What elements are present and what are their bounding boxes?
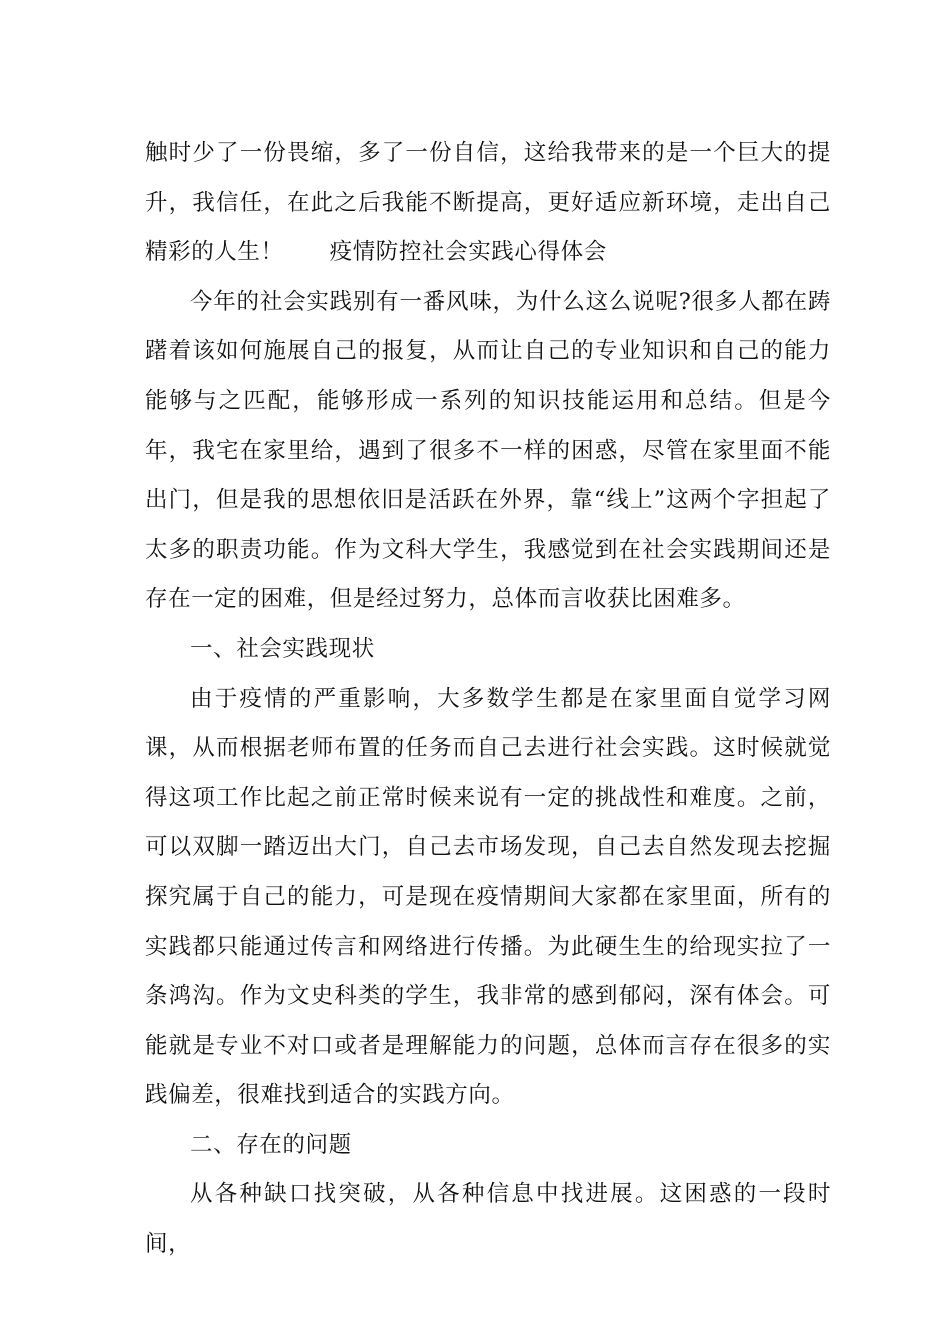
paragraph-problems: 从各种缺口找突破，从各种信息中找进展。这困惑的一段时间， [145, 1181, 831, 1258]
section-heading-problems: 二、存在的问题 [190, 1131, 352, 1158]
paragraph-continuation-text: 触时少了一份畏缩，多了一份自信，这给我带来的是一个巨大的提升，我信任，在此之后我能不断提高，更好适应新环境，走出自己精彩的人生！ [145, 140, 831, 266]
document-body [145, 129, 831, 1270]
section-heading-current-status: 一、社会实践现状 [190, 635, 375, 662]
essay-title: 疫情防控社会实践心得体会 [329, 239, 607, 266]
paragraph-continuation [145, 129, 831, 278]
paragraph-intro: 今年的社会实践别有一番风味，为什么这么说呢?很多人都在踌躇着该如何施展自己的报复，从而让自己的专业知识和自己的能力能够与之匹配，能够形成一系列的知识技能运用和总结。但是今年，我宅在家里给，遇到了很多不一样的困惑，尽管在家里面不能出门，但是我的思想依旧是活跃在外界，靠“线上”这两个字担起了太多的职责功能。作为文科大学生，我感觉到在社会实践期间还是存在一定的困难，但是经过努力，总体而言收获比困难多。 [145, 288, 831, 613]
paragraph-current-status: 由于疫情的严重影响，大多数学生都是在家里面自觉学习网课，从而根据老师布置的任务而自己去进行社会实践。这时候就觉得这项工作比起之前正常时候来说有一定的挑战性和难度。之前，可以双脚一踏迈出大门，自己去市场发现，自己去自然发现去挖掘探究属于自己的能力，可是现在疫情期间大家都在家里面，所有的实践都只能通过传言和网络进行传播。为此硬生生的给现实拉了一条鸿沟。作为文史科类的学生，我非常的感到郁闷，深有体会。可能就是专业不对口或者是理解能力的问题，总体而言存在很多的实践偏差，很难找到适合的实践方向。 [145, 685, 831, 1109]
